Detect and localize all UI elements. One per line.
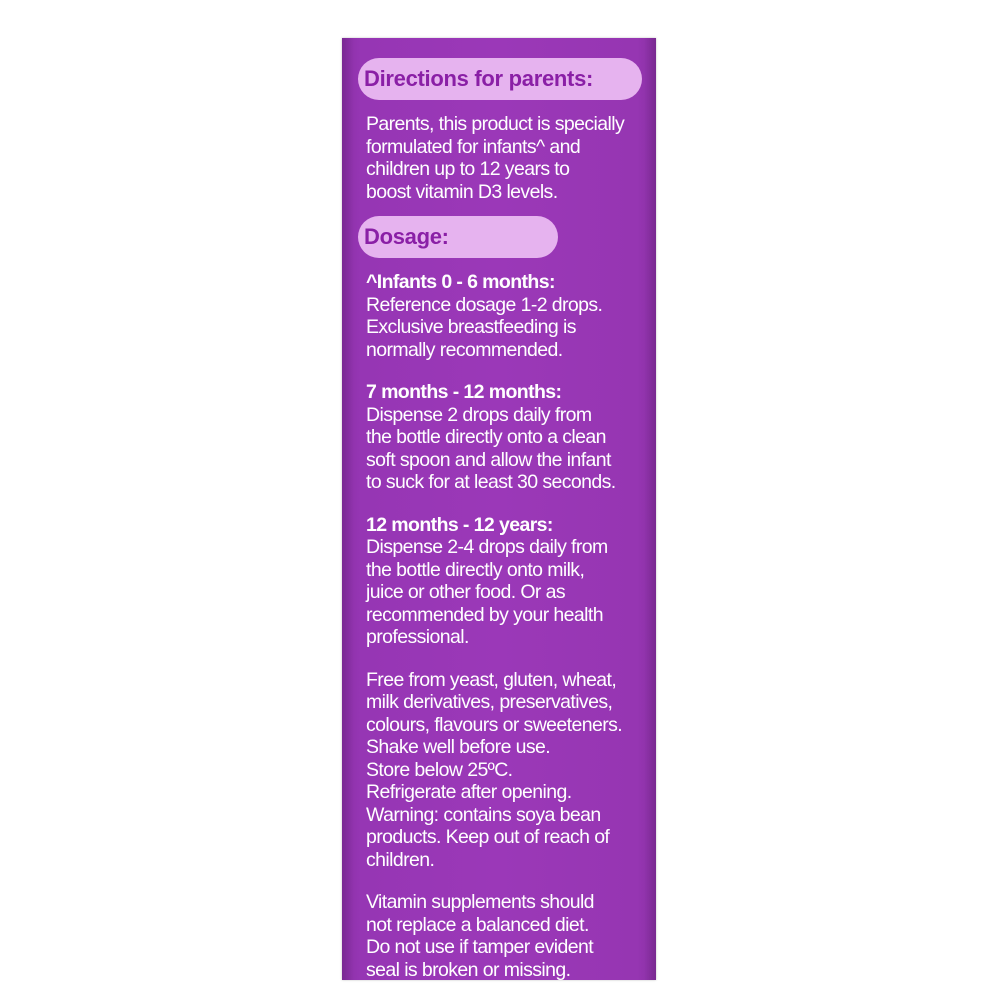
- directions-heading: Directions for parents:: [358, 58, 642, 100]
- supplement-disclaimer-text: Vitamin supplements should not replace a balanced diet. Do not use if tamper evident seal is broken or missing.: [366, 891, 594, 980]
- left-fold-shadow: [342, 38, 354, 980]
- dosage-group-text: Dispense 2 drops daily from the bottle directly onto a clean soft spoon and allow the infant to suck for at least 30 seconds.: [366, 403, 616, 493]
- product-box-side-panel: [342, 38, 656, 980]
- dosage-group-title: 7 months - 12 months:: [366, 381, 562, 403]
- dosage-group-7-12-months: [366, 381, 654, 494]
- dosage-group-title: ^Infants 0 - 6 months:: [366, 271, 555, 293]
- label-text-column: [366, 58, 654, 980]
- dosage-group-title: 12 months - 12 years:: [366, 513, 553, 536]
- dosage-group-text: Dispense 2-4 drops daily from the bottle directly onto milk, juice or other food. Or as recommended by your health professional.: [366, 536, 608, 648]
- storage-and-warning-text: Free from yeast, gluten, wheat, milk derivatives, preservatives, colours, flavours or sweeteners. Shake well before use. Store below 25ºC. Refrigerate after opening. Warning: contains soya bean products. Keep out of reach of children.: [366, 668, 623, 871]
- dosage-heading: Dosage:: [358, 216, 558, 258]
- directions-text: Parents, this product is specially formulated for infants^ and children up to 12 years to boost vitamin D3 levels.: [366, 113, 625, 203]
- dosage-group-infants: [366, 271, 654, 361]
- dosage-group-text: Reference dosage 1-2 drops. Exclusive breastfeeding is normally recommended.: [366, 293, 603, 361]
- dosage-group-12-months-12-years: [366, 514, 654, 649]
